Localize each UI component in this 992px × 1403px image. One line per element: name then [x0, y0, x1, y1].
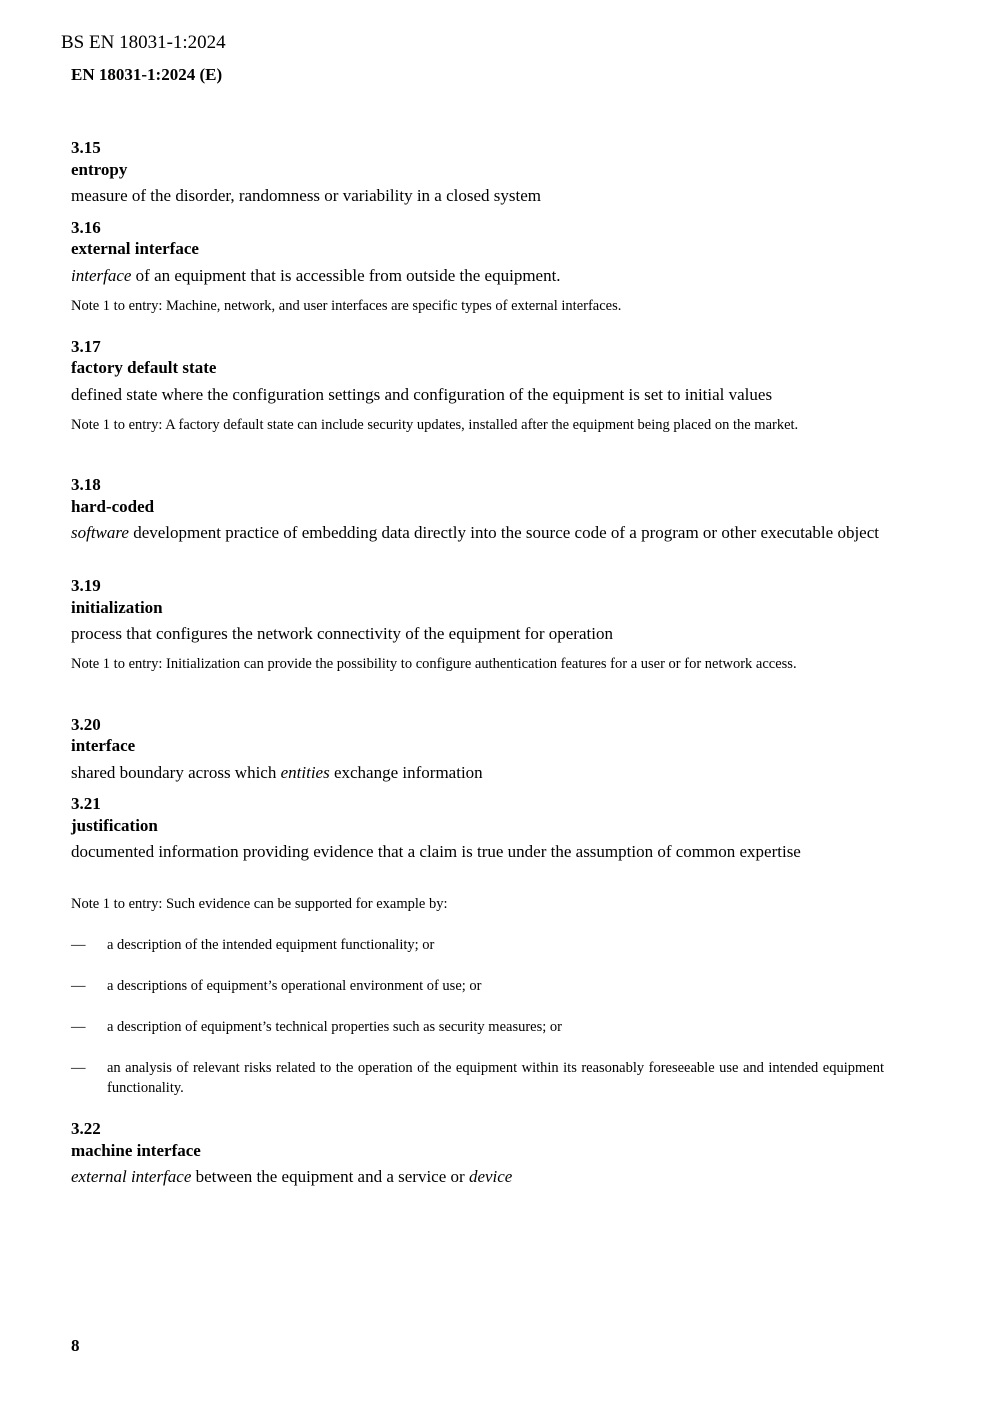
term-number: 3.15 — [71, 138, 101, 157]
definition — [71, 522, 884, 544]
term: external interface — [71, 239, 199, 258]
list-item: a description of equipment’s technical properties such as security measures; or — [107, 1019, 562, 1035]
term: justification — [71, 816, 158, 835]
term-number: 3.20 — [71, 715, 101, 734]
standard-id: BS EN 18031-1:2024 — [61, 32, 226, 53]
definition-text: between the equipment and a service or — [191, 1167, 469, 1186]
definition: documented information providing evidence that a claim is true under the assumption of common expertise — [71, 842, 801, 861]
term: initialization — [71, 598, 163, 617]
note: Note 1 to entry: A factory default state can include security updates, installed after the equipment being placed on the market. — [71, 417, 799, 433]
term: entropy — [71, 160, 128, 179]
list-item: an analysis of relevant risks related to the operation of the equipment within its reasonably foreseeable use and intended equipment functionality. — [107, 1060, 884, 1096]
term-ref: software — [71, 523, 129, 542]
list-dash: — — [71, 937, 86, 953]
term-number: 3.22 — [71, 1119, 101, 1138]
page-number: 8 — [71, 1336, 80, 1355]
term-ref: entities — [280, 763, 330, 782]
definition-text: shared boundary across which — [71, 763, 281, 782]
definition-text: of an equipment that is accessible from outside the equipment. — [131, 266, 561, 285]
definition-text: exchange information — [329, 763, 483, 782]
definition: measure of the disorder, randomness or variability in a closed system — [71, 186, 541, 205]
term-ref: interface — [71, 266, 132, 285]
edition-id: EN 18031-1:2024 (E) — [71, 65, 223, 84]
term-ref: external interface — [71, 1167, 192, 1186]
term-number: 3.17 — [71, 337, 101, 356]
note: Note 1 to entry: Machine, network, and user interfaces are specific types of external interfaces. — [71, 298, 622, 314]
definition — [71, 265, 884, 287]
term: interface — [71, 736, 136, 755]
definition — [71, 1166, 884, 1188]
term-number: 3.18 — [71, 475, 101, 494]
list-item: a descriptions of equipment’s operational environment of use; or — [107, 978, 482, 994]
note: Note 1 to entry: Such evidence can be supported for example by: — [71, 896, 448, 912]
list-dash: — — [71, 1019, 86, 1035]
list-item: a description of the intended equipment functionality; or — [107, 937, 435, 953]
term: factory default state — [71, 358, 217, 377]
definition-text: development practice of embedding data directly into the source code of a program or other executable object — [128, 523, 879, 542]
definition: defined state where the configuration settings and configuration of the equipment is set to initial values — [71, 385, 773, 404]
note: Note 1 to entry: Initialization can provide the possibility to configure authentication features for a user or for network access. — [71, 656, 797, 672]
term-number: 3.19 — [71, 576, 101, 595]
list-dash: — — [71, 1060, 86, 1076]
list-dash: — — [71, 978, 86, 994]
term-number: 3.16 — [71, 218, 101, 237]
definition: process that configures the network connectivity of the equipment for operation — [71, 624, 613, 643]
definition — [71, 762, 884, 784]
term: machine interface — [71, 1141, 201, 1160]
term: hard-coded — [71, 497, 155, 516]
term-ref: device — [468, 1167, 513, 1186]
term-number: 3.21 — [71, 794, 101, 813]
